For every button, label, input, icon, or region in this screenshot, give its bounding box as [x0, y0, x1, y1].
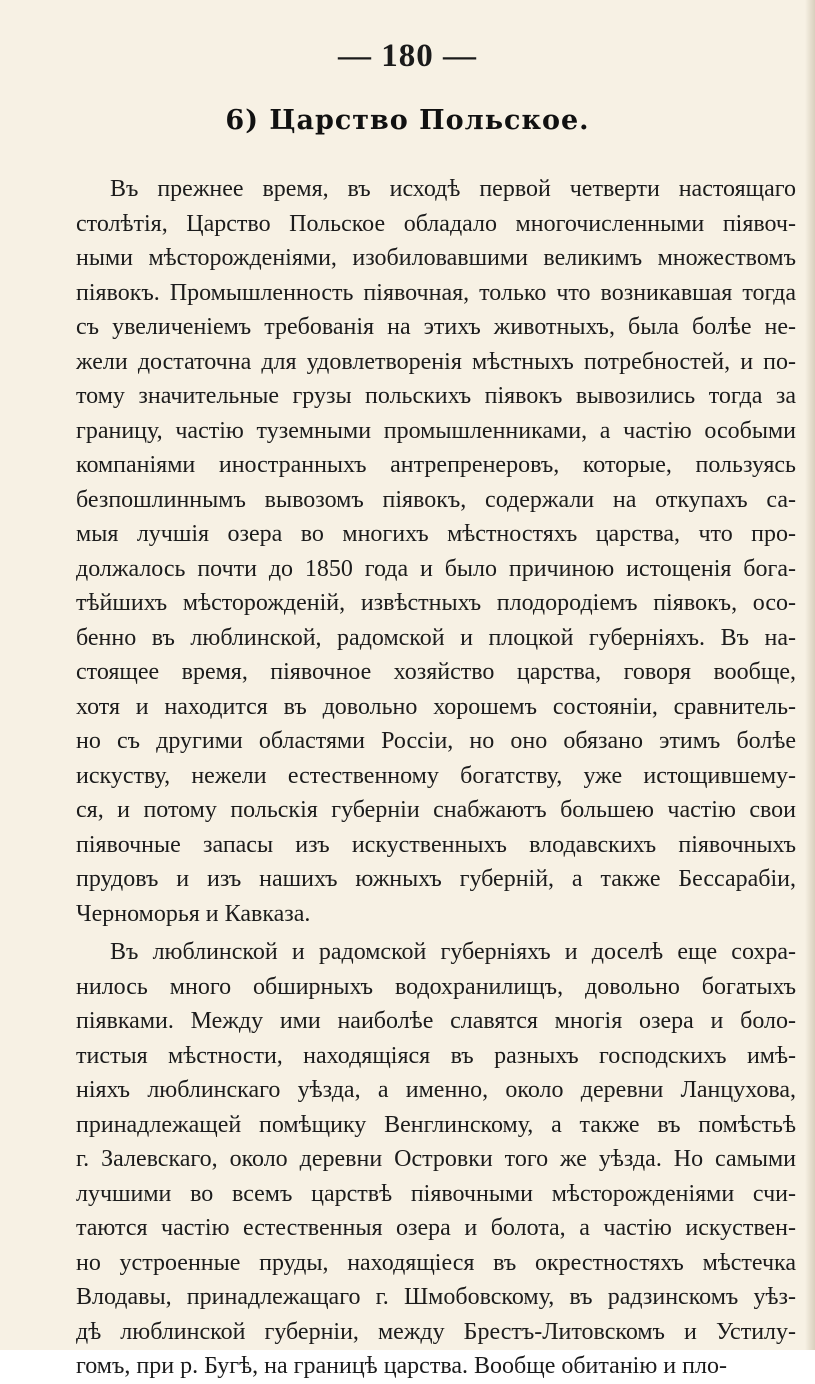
- text-line: гомъ, при р. Бугѣ, на границѣ царства. Вообще обитанію и пло-: [76, 1353, 727, 1379]
- text-line: столѣтія, Царство Польское обладало многочисленными піявоч-: [76, 210, 796, 237]
- text-line: ся, и потому польскія губерніи снабжаютъ большею частію свои: [76, 797, 796, 823]
- page-number: — 180 —: [338, 38, 477, 74]
- text-line: компаніями иностранныхъ антрепренеровъ, которые, пользуясь: [76, 452, 796, 478]
- text-line: должалось почти до 1850 года и было причиною истощенія бога-: [76, 555, 796, 582]
- text-line: дѣ люблинской губерніи, между Брестъ-Литовскомъ и Устилу-: [76, 1318, 796, 1345]
- text-line: тистыя мѣстности, находящіяся въ разныхъ господскихъ имѣ-: [76, 1042, 796, 1069]
- text-line: тому значительные грузы польскихъ піявокъ вывозились тогда за: [76, 383, 796, 409]
- text-line: Черноморья и Кавказа.: [76, 900, 311, 927]
- text-line: піявками. Между ими наиболѣе славятся многія озера и боло-: [76, 1008, 796, 1034]
- paragraph-1: [76, 172, 796, 931]
- paragraph-2: [76, 935, 796, 1384]
- text-line: бенно въ люблинской, радомской и плоцкой губерніяхъ. Въ на-: [76, 624, 796, 651]
- text-line: тѣйшихъ мѣсторожденій, извѣстныхъ плодородіемъ піявокъ, осо-: [76, 590, 796, 616]
- text-line: піявокъ. Промышленность піявочная, только что возникавшая тогда: [76, 279, 796, 306]
- text-line: піявочные запасы изъ искуственныхъ влодавскихъ піявочныхъ: [76, 831, 796, 858]
- page-edge-shadow: [805, 0, 815, 1350]
- text-line: стоящее время, піявочное хозяйство царства, говоря вообще,: [76, 659, 796, 685]
- text-line: мыя лучшія озера во многихъ мѣстностяхъ царства, что про-: [76, 521, 796, 547]
- text-line: съ увеличеніемъ требованія на этихъ животныхъ, была болѣе не-: [76, 314, 796, 340]
- text-line: г. Залевскаго, около деревни Островки того же уѣзда. Но самыми: [76, 1146, 796, 1172]
- text-line: безпошлиннымъ вывозомъ піявокъ, содержали на откупахъ са-: [76, 486, 796, 513]
- text-line: нилось много обширныхъ водохранилищъ, довольно богатыхъ: [76, 973, 796, 1000]
- text-line: таются частію естественныя озера и болота, а частію искуствен-: [76, 1215, 796, 1241]
- text-line: Въ прежнее время, въ исходѣ первой четверти настоящаго: [110, 176, 796, 202]
- text-line: Влодавы, принадлежащаго г. Шмобовскому, въ радзинскомъ уѣз-: [76, 1284, 796, 1310]
- text-line: но съ другими областями Россіи, но оно обязано этимъ болѣе: [76, 728, 796, 754]
- section-heading: 6) Царство Польское.: [225, 105, 590, 136]
- text-line: ніяхъ люблинскаго уѣзда, а именно, около деревни Ланцухова,: [76, 1077, 796, 1103]
- text-line: ными мѣсторожденіями, изобиловавшими великимъ множествомъ: [76, 245, 796, 271]
- text-line: хотя и находится въ довольно хорошемъ состояніи, сравнитель-: [76, 693, 796, 720]
- text-line: но устроенные пруды, находящіеся въ окрестностяхъ мѣстечка: [76, 1249, 796, 1276]
- text-line: границу, частію туземными промышленниками, а частію особыми: [76, 417, 796, 444]
- text-line: принадлежащей помѣщику Венглинскому, а также въ помѣстьѣ: [76, 1111, 796, 1138]
- text-line: жели достаточна для удовлетворенія мѣстныхъ потребностей, и по-: [76, 348, 796, 375]
- text-line: прудовъ и изъ нашихъ южныхъ губерній, а также Бессарабіи,: [76, 866, 796, 892]
- text-line: Въ люблинской и радомской губерніяхъ и доселѣ еще сохра-: [110, 939, 796, 965]
- text-line: лучшими во всемъ царствѣ піявочными мѣсторожденіями счи-: [76, 1180, 796, 1207]
- body-text: [76, 172, 796, 1384]
- text-line: искуству, нежели естественному богатству, уже истощившему-: [76, 762, 796, 789]
